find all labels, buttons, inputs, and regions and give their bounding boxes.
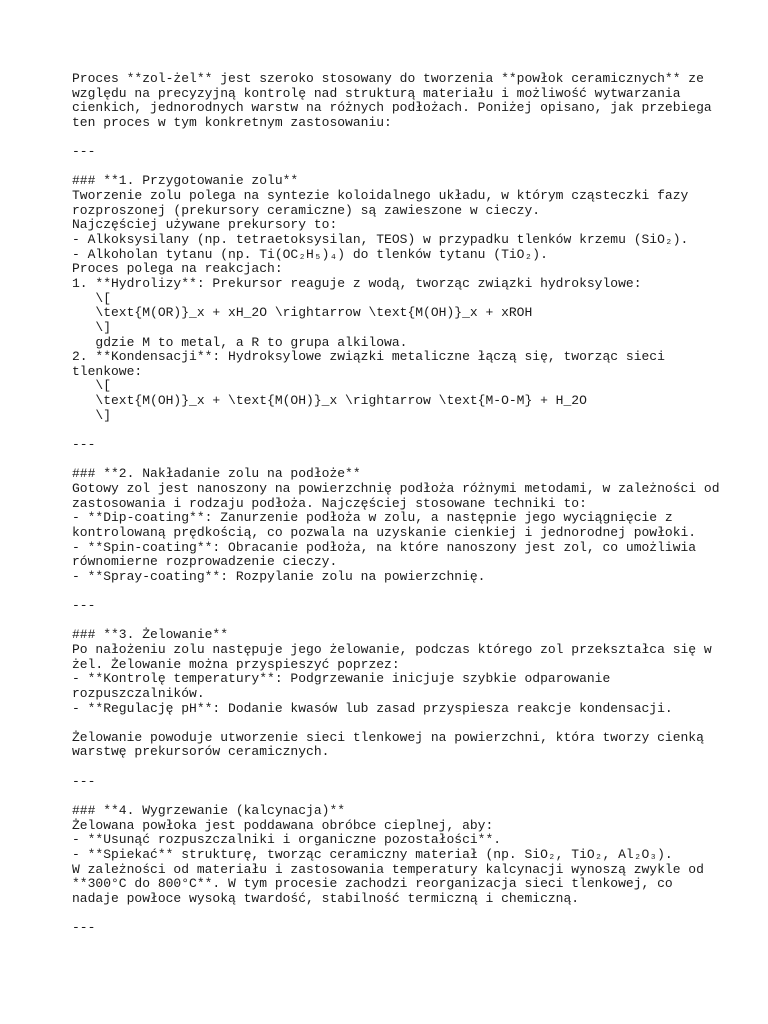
document-page <box>72 71 720 936</box>
section-heading: ### **4. Wygrzewanie (kalcynacja)** <box>72 803 346 819</box>
text-line: **300°C do 800°C**. W tym procesie zachodzi reorganizacja sieci tlenkowej, co <box>72 876 673 892</box>
blank-line <box>72 907 712 922</box>
text-line: W zależności od materiału i zastosowania temperatury kalcynacji wynoszą zwykle od <box>72 861 704 877</box>
text-line: Najczęściej używane prekursory to: <box>72 217 338 233</box>
text-line: żel. Żelowanie można przyspieszyć poprzez: <box>72 656 400 672</box>
text-line: nadaje powłoce wysoką twardość, stabilność termiczną i chemiczną. <box>72 890 580 906</box>
formula-line: \] <box>72 319 112 335</box>
separator: --- <box>72 920 96 936</box>
list-item: - Alkoksysilany (np. tetraetoksysilan, TEOS) w przypadku tlenków krzemu (SiO₂). <box>72 232 689 248</box>
text-line: rozpuszczalników. <box>72 685 205 701</box>
list-item: - **Spin-coating**: Obracanie podłoża, na które nanoszony jest zol, co umożliwia <box>72 539 697 555</box>
separator: --- <box>72 598 96 614</box>
text-line: Tworzenie zolu polega na syntezie koloidalnego układu, w którym cząsteczki fazy <box>72 188 689 204</box>
blank-line <box>72 614 712 629</box>
section-heading: ### **3. Żelowanie** <box>72 627 229 643</box>
formula-line: \text{M(OH)}_x + \text{M(OH)}_x \rightarrow \text{M-O-M} + H_2O <box>72 393 587 409</box>
separator: --- <box>72 144 96 160</box>
blank-line <box>72 716 712 731</box>
separator: --- <box>72 773 96 789</box>
text-line: rozproszonej (prekursory ceramiczne) są zawieszone w cieczy. <box>72 202 541 218</box>
text-line: Proces polega na reakcjach: <box>72 261 283 277</box>
blank-line <box>72 160 712 175</box>
text-line: kontrolowaną prędkością, co pozwala na uzyskanie cienkiej i jednorodnej powłoki. <box>72 524 697 540</box>
text-line: cienkich, jednorodnych warstw na różnych podłożach. Poniżej opisano, jak przebiega <box>72 100 712 116</box>
text-line: gdzie M to metal, a R to grupa alkilowa. <box>72 334 408 350</box>
text-line: Żelowanie powoduje utworzenie sieci tlenkowej na powierzchni, która tworzy cienką <box>72 729 704 745</box>
list-item: 2. **Kondensacji**: Hydroksylowe związki metaliczne łączą się, tworząc sieci <box>72 349 665 365</box>
list-item: - **Spray-coating**: Rozpylanie zolu na powierzchnię. <box>72 568 486 584</box>
list-item: - **Regulację pH**: Dodanie kwasów lub zasad przyspiesza reakcje kondensacji. <box>72 700 673 716</box>
text-line: Gotowy zol jest nanoszony na powierzchnię podłoża różnymi metodami, w zależności od <box>72 480 720 496</box>
list-item: - **Usunąć rozpuszczalniki i organiczne pozostałości**. <box>72 832 502 848</box>
blank-line <box>72 584 712 599</box>
formula-line: \[ <box>72 378 112 394</box>
formula-line: \text{M(OR)}_x + xH_2O \rightarrow \text{M(OH)}_x + xROH <box>72 305 533 321</box>
text-line: względu na precyzyjną kontrolę nad strukturą materiału i możliwość wytwarzania <box>72 85 681 101</box>
formula-line: \] <box>72 407 112 423</box>
list-item: - **Dip-coating**: Zanurzenie podłoża w zolu, a następnie jego wyciągnięcie z <box>72 510 673 526</box>
text-line: ten proces w tym konkretnym zastosowaniu: <box>72 114 392 130</box>
section-heading: ### **1. Przygotowanie zolu** <box>72 173 299 189</box>
text-line: tlenkowe: <box>72 363 143 379</box>
text-line: warstwę prekursorów ceramicznych. <box>72 744 330 760</box>
list-item: - **Kontrolę temperatury**: Podgrzewanie inicjuje szybkie odparowanie <box>72 671 611 687</box>
formula-line: \[ <box>72 290 112 306</box>
list-item: - **Spiekać** strukturę, tworząc ceramiczny materiał (np. SiO₂, TiO₂, Al₂O₃). <box>72 846 673 862</box>
list-item: - Alkoholan tytanu (np. Ti(OC₂H₅)₄) do tlenków tytanu (TiO₂). <box>72 246 548 262</box>
text-line: Proces **zol-żel** jest szeroko stosowany do tworzenia **powłok ceramicznych** ze <box>72 71 704 86</box>
separator: --- <box>72 437 96 453</box>
text-line: równomierne rozprowadzenie cieczy. <box>72 554 338 570</box>
blank-line <box>72 423 712 438</box>
list-item: 1. **Hydrolizy**: Prekursor reaguje z wodą, tworząc związki hydroksylowe: <box>72 275 642 291</box>
blank-line <box>72 789 712 804</box>
text-line: zastosowania i rodzaju podłoża. Najczęściej stosowane techniki to: <box>72 495 587 511</box>
blank-line <box>72 453 712 468</box>
text-line: Żelowana powłoka jest poddawana obróbce cieplnej, aby: <box>72 817 494 833</box>
blank-line <box>72 131 712 146</box>
blank-line <box>72 760 712 775</box>
section-heading: ### **2. Nakładanie zolu na podłoże** <box>72 466 361 482</box>
text-line: Po nałożeniu zolu następuje jego żelowanie, podczas którego zol przekształca się w <box>72 641 712 657</box>
